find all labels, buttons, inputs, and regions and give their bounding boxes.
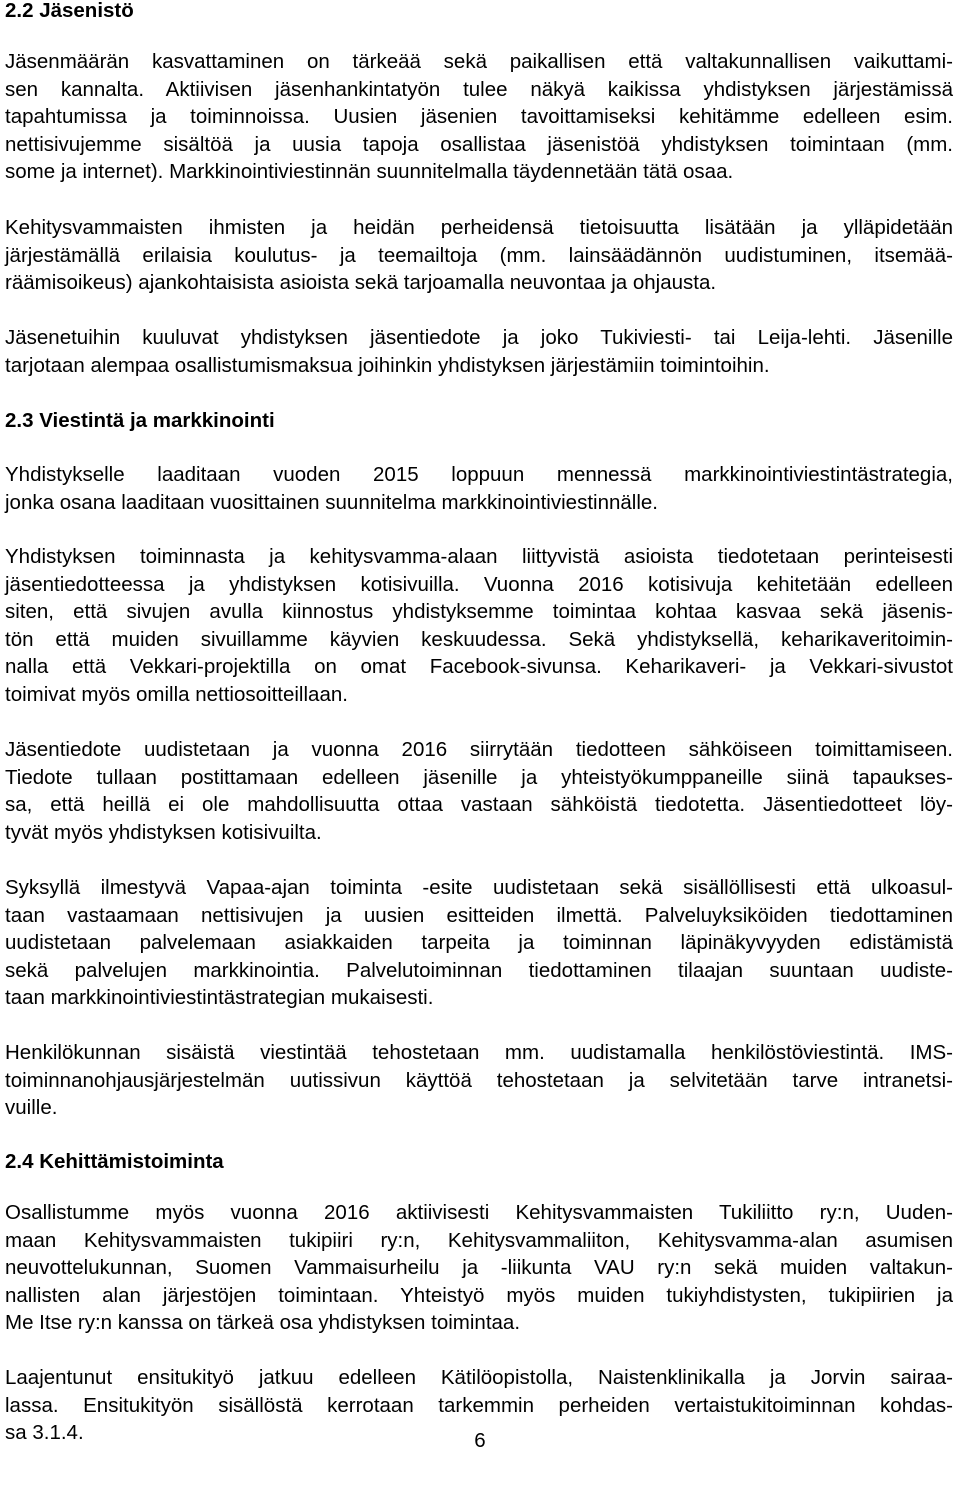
page-number: 6 [474, 1429, 486, 1452]
text-line: toimivat myös omilla nettiosoitteillaan. [5, 682, 348, 706]
text-line: jäsentiedotteessa ja yhdistyksen kotisivuilla. Vuonna 2016 kotisivuja kehitetään edelleen [5, 572, 953, 596]
text-line: Yhdistyksen toiminnasta ja kehitysvamma-alaan liittyvistä asioista tiedotetaan perinteisesti [5, 545, 953, 568]
text-line: nalla että Vekkari-projektilla on omat Facebook-sivunsa. Keharikaveri- ja Vekkari-sivustot [5, 655, 953, 679]
paragraph-cooperation [5, 1199, 953, 1337]
text-line: sa, että heillä ei ole mahdollisuutta ottaa vastaan sähköistä tiedotetta. Jäsentiedotteet löy- [5, 793, 953, 817]
text-line: tarjotaan alempaa osallistumismaksua joihinkin yhdistyksen järjestämiin toimintoihin. [5, 353, 770, 377]
paragraph-leisure-brochure [5, 874, 953, 1012]
text-line: taan markkinointiviestintästrategian mukaisesti. [5, 986, 434, 1010]
paragraph-internal-communication [5, 1039, 953, 1122]
paragraph-membership-growth [5, 48, 953, 186]
text-line: Jäsentiedote uudistetaan ja vuonna 2016 siirrytään tiedotteen sähköiseen toimittamiseen. [5, 738, 953, 761]
text-line: uudistetaan palvelemaan asiakkaiden tarpeita ja toiminnan läpinäkyvyyden edistämistä [5, 931, 953, 955]
text-line: Yhdistykselle laaditaan vuoden 2015 loppuun mennessä markkinointiviestintästrategia, [5, 463, 953, 486]
paragraph-member-benefits [5, 324, 953, 379]
text-line: neuvottelukunnan, Suomen Vammaisurheilu ja -liikunta VAU ry:n sekä muiden valtakun- [5, 1256, 953, 1280]
text-line: some ja internet). Markkinointiviestinnän suunnitelmalla täydennetään tätä osaa. [5, 160, 734, 184]
text-line: Osallistumme myös vuonna 2016 aktiivisesti Kehitysvammaisten Tukiliitto ry:n, Uuden- [5, 1201, 953, 1224]
text-line: sa 3.1.4. [5, 1421, 84, 1445]
text-line: Laajentunut ensitukityö jatkuu edelleen Kätilöopistolla, Naistenklinikalla ja Jorvin sairaa- [5, 1366, 953, 1389]
text-line: Tiedote tullaan postittamaan edelleen jäsenille ja yhteistyökumppaneille siinä tapaukses- [5, 765, 953, 789]
text-line: tyvät myös yhdistyksen kotisivuilta. [5, 820, 322, 844]
text-line: Me Itse ry:n kanssa on tärkeä osa yhdistyksen toimintaa. [5, 1311, 521, 1335]
text-line: maan Kehitysvammaisten tukipiiri ry:n, Kehitysvammaliiton, Kehitysvamma-alan asumisen [5, 1228, 953, 1252]
text-line: sekä palvelujen markkinointia. Palvelutoiminnan tiedottaminen tilaajan suuntaan uudiste- [5, 958, 953, 982]
text-line: nettisivujemme sisältöä ja uusia tapoja osallistaa jäsenistöä yhdistyksen toimintaan (mm. [5, 132, 953, 156]
text-line: Syksyllä ilmestyvä Vapaa-ajan toiminta -esite uudistetaan sekä sisällöllisesti että ulkoasul- [5, 876, 953, 899]
section-heading-jasenisto: 2.2 Jäsenistö [5, 0, 134, 22]
text-line: räämisoikeus) ajankohtaisista asioista sekä tarjoamalla neuvontaa ja ohjausta. [5, 271, 717, 295]
text-line: taan vastaamaan nettisivujen ja uusien esitteiden ilmettä. Palveluyksiköiden tiedottaminen [5, 903, 953, 927]
text-line: Jäsenetuihin kuuluvat yhdistyksen jäsentiedote ja joko Tukiviesti- tai Leija-lehti. Jäsenille [5, 326, 953, 349]
text-line: Jäsenmäärän kasvattaminen on tärkeää sekä paikallisen että valtakunnallisen vaikuttami- [5, 50, 953, 73]
section-heading-kehittamistoiminta: 2.4 Kehittämistoiminta [5, 1150, 224, 1173]
text-line: tapahtumissa ja toiminnoissa. Uusien jäsenien tavoittamiseksi kehitämme edelleen esim. [5, 105, 953, 129]
text-line: toiminnanohjausjärjestelmän uutissivun käyttöä tehostetaan ja selvitetään tarve intranetsi- [5, 1068, 953, 1092]
paragraph-awareness [5, 214, 953, 297]
text-line: järjestämällä erilaisia koulutus- ja teemailtoja (mm. lainsäädännön uudistuminen, itsemää- [5, 243, 953, 267]
text-line: vuille. [5, 1096, 58, 1120]
text-line: Henkilökunnan sisäistä viestintää tehostetaan mm. uudistamalla henkilöstöviestintä. IMS- [5, 1041, 953, 1064]
paragraph-member-bulletin [5, 736, 953, 846]
section-heading-viestinta: 2.3 Viestintä ja markkinointi [5, 409, 275, 432]
paragraph-website-communication [5, 543, 953, 709]
text-line: nallisten alan järjestöjen toimintaan. Yhteistyö myös muiden tukiyhdistysten, tukipiirien ja [5, 1283, 953, 1307]
text-line: lassa. Ensitukityön sisällöstä kerrotaan tarkemmin perheiden vertaistukitoiminnan kohdas- [5, 1393, 953, 1417]
paragraph-marketing-strategy [5, 461, 953, 516]
text-line: jonka osana laaditaan vuosittainen suunnitelma markkinointiviestinnälle. [5, 490, 658, 514]
text-line: Kehitysvammaisten ihmisten ja heidän perheidensä tietoisuutta lisätään ja ylläpidetään [5, 216, 953, 239]
text-line: siten, että sivujen avulla kiinnostus yhdistyksemme toimintaa kohtaa kasvaa sekä jäsenis- [5, 600, 953, 624]
text-line: tön että muiden sivuillamme käyvien keskuudessa. Sekä yhdistyksellä, keharikaveritoimin- [5, 627, 953, 651]
text-line: sen kannalta. Aktiivisen jäsenhankintatyön tulee näkyä kaikissa yhdistyksen järjestämissä [5, 77, 953, 101]
